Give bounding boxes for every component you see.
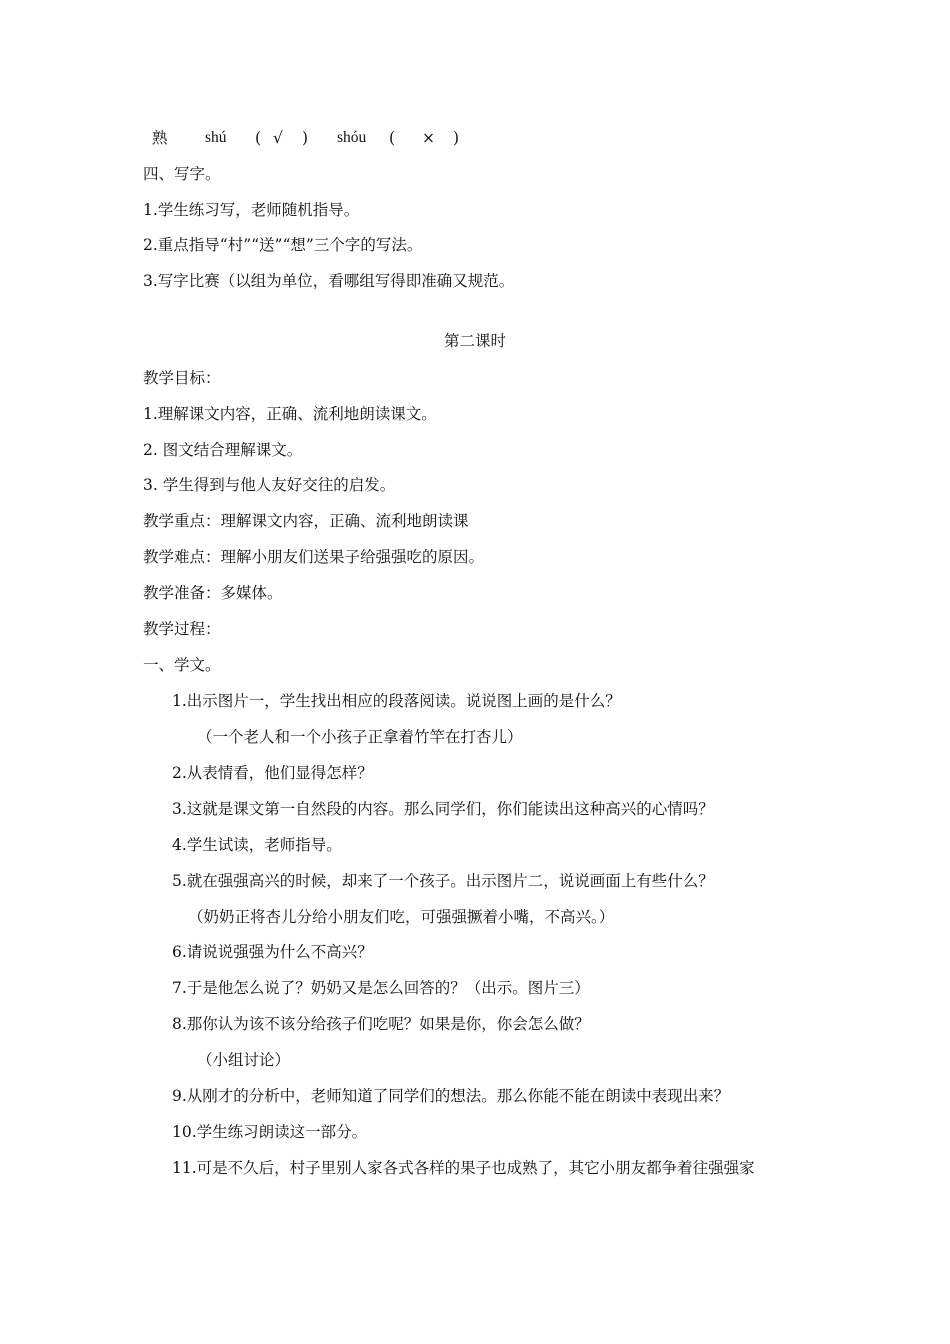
difficulties: 教学难点：理解小朋友们送果子给强强吃的原因。	[143, 548, 485, 566]
lesson-title: 第二课时	[443, 332, 506, 350]
list-item: 8.那你认为该不该分给孩子们吃呢？如果是你，你会怎么做？	[172, 1015, 590, 1033]
pinyin-check-row	[0, 128, 950, 148]
list-item: 9.从刚才的分析中，老师知道了同学们的想法。那么你能不能在朗读中表现出来？	[172, 1087, 730, 1105]
list-item: 11.可是不久后，村子里别人家各式各样的果子也成熟了，其它小朋友都争着往强强家	[172, 1159, 755, 1177]
list-item: 1.出示图片一，学生找出相应的段落阅读。说说图上画的是什么？	[172, 692, 621, 710]
list-item: 10.学生练习朗读这一部分。	[172, 1123, 368, 1141]
list-item: 7.于是他怎么说了？奶奶又是怎么回答的？（出示。图片三）	[172, 979, 590, 997]
goals-heading: 教学目标：	[143, 369, 221, 387]
list-item: 6.请说说强强为什么不高兴？	[172, 943, 373, 961]
list-item: 2.重点指导“村”“送”“想”三个字的写法。	[143, 236, 423, 254]
list-item: 3.这就是课文第一自然段的内容。那么同学们，你们能读出这种高兴的心情吗？	[172, 800, 714, 818]
list-item: 3. 学生得到与他人友好交往的启发。	[143, 476, 396, 494]
preparation: 教学准备：多媒体。	[143, 584, 283, 602]
list-item: 3.写字比赛（以组为单位，看哪组写得即准确又规范。	[143, 272, 515, 290]
pinyin-option-1: shú	[205, 129, 227, 146]
list-item: 4.学生试读，老师指导。	[172, 836, 342, 854]
list-item: 1.学生练习写，老师随机指导。	[143, 201, 360, 219]
cross-mark: ×	[422, 129, 435, 147]
list-item: 2. 图文结合理解课文。	[143, 441, 303, 459]
option-1-open-paren: (	[255, 129, 262, 147]
check-mark: √	[273, 129, 283, 147]
option-2-close-paren: )	[453, 129, 460, 147]
option-2-open-paren: (	[389, 129, 396, 147]
option-1-close-paren: )	[302, 129, 309, 147]
list-item: 1.理解课文内容，正确、流利地朗读课文。	[143, 405, 437, 423]
list-item: 2.从表情看，他们显得怎样？	[172, 764, 373, 782]
list-item: （小组讨论）	[197, 1051, 291, 1069]
target-character: 熟	[152, 129, 168, 147]
list-item: （一个老人和一个小孩子正拿着竹竿在打杏儿）	[197, 728, 523, 746]
pinyin-option-2: shóu	[337, 129, 367, 146]
process-heading: 教学过程：	[143, 620, 221, 638]
section-heading: 四、写字。	[143, 165, 221, 183]
list-item: 5.就在强强高兴的时候，却来了一个孩子。出示图片二，说说画面上有些什么？	[172, 872, 714, 890]
part-heading: 一、学文。	[143, 656, 221, 674]
list-item: （奶奶正将杏儿分给小朋友们吃，可强强撅着小嘴，不高兴。）	[188, 908, 615, 926]
key-points: 教学重点：理解课文内容，正确、流利地朗读课	[143, 512, 469, 530]
